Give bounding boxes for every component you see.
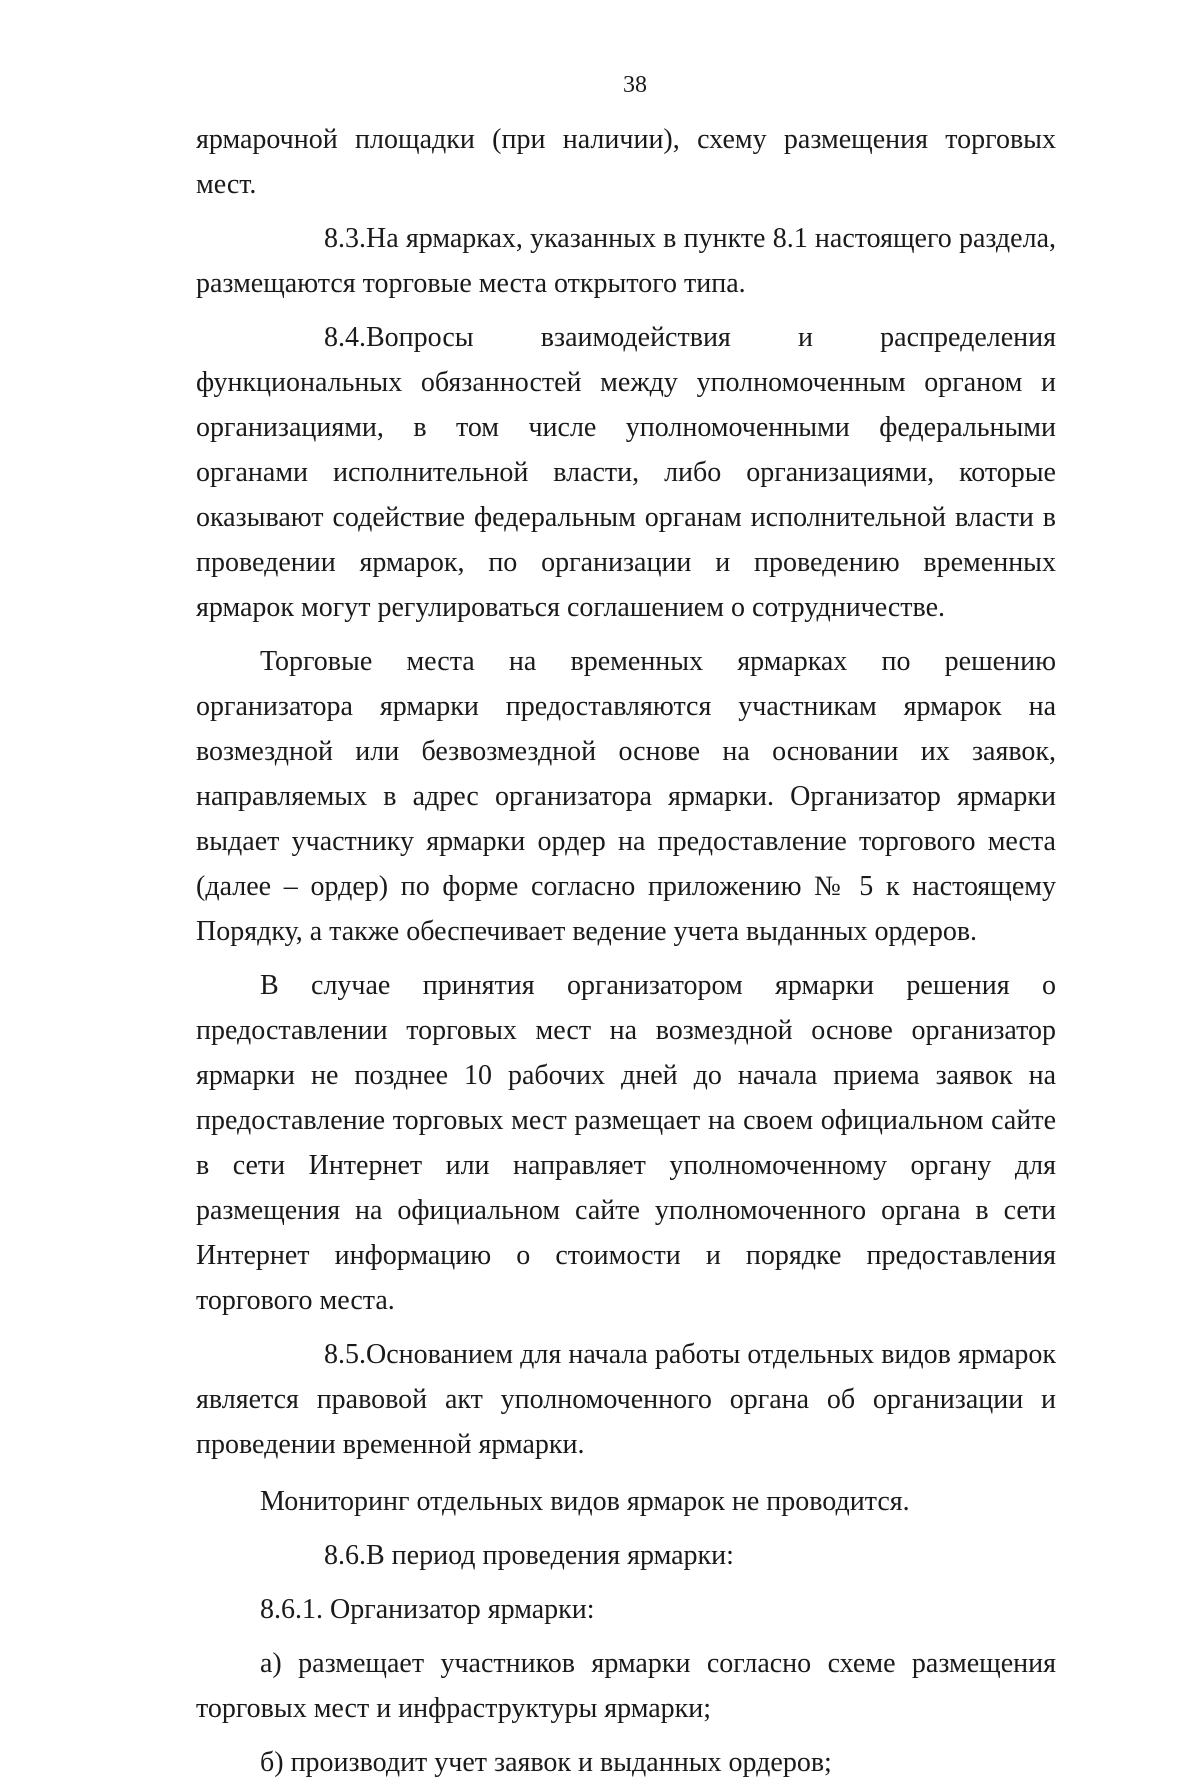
paragraph-monitoring: Мониторинг отдельных видов ярмарок не проводится. <box>260 1486 910 1517</box>
list-item-a: а) размещает участников ярмарки согласно схеме размещения торговых мест и инфраструктуры ярмарки; <box>196 1648 1056 1724</box>
paragraph-8-6: 8.6.В период проведения ярмарки: <box>196 1533 1056 1578</box>
page-number: 38 <box>623 72 647 98</box>
paragraph-number: 8.3. <box>324 223 366 254</box>
paragraph-continuation: ярмарочной площадки (при наличии), схему размещения торговых мест. <box>196 124 1056 200</box>
paragraph-paid-basis: В случае принятия организатором ярмарки решения о предоставлении торговых мест на возмездной основе организатор ярмарки не позднее 10 рабочих дней до начала приема заявок на предоставление торговых мест размещает на своем официальном сайте в сети Интернет или направляет уполномоченному органу для размещения на официальном сайте уполномоченного органа в сети Интернет информацию о стоимости и порядке предоставления торгового места. <box>196 970 1056 1316</box>
paragraph-8-4: 8.4.Вопросы взаимодействия и распределения функциональных обязанностей между уполномоченным органом и организациями, в том числе уполномоченными федеральными органами исполнительной власти, либо организациями, которые оказывают содействие федеральным органам исполнительной власти в проведении ярмарок, по организации и проведению временных ярмарок могут регулироваться соглашением о сотрудничестве. <box>196 315 1056 630</box>
paragraph-8-3: 8.3.На ярмарках, указанных в пункте 8.1 настоящего раздела, размещаются торговые места открытого типа. <box>196 216 1056 306</box>
paragraph-trading-places: Торговые места на временных ярмарках по решению организатора ярмарки предоставляются участникам ярмарок на возмездной или безвозмездной основе на основании их заявок, направляемых в адрес организатора ярмарки. Организатор ярмарки выдает участнику ярмарки ордер на предоставление торгового места (далее – ордер) по форме согласно приложению № 5 к настоящему Порядку, а также обеспечивает ведение учета выданных ордеров. <box>196 646 1056 947</box>
paragraph-8-5: 8.5.Основанием для начала работы отдельных видов ярмарок является правовой акт уполномоченного органа об организации и проведении временной ярмарки. <box>196 1332 1056 1467</box>
paragraph-number: 8.5. <box>324 1339 366 1370</box>
document-body <box>196 117 1056 1785</box>
paragraph-8-6-1: 8.6.1. Организатор ярмарки: <box>260 1594 595 1625</box>
paragraph-number: 8.6. <box>324 1540 366 1571</box>
list-item-b: б) производит учет заявок и выданных ордеров; <box>260 1747 832 1778</box>
paragraph-number: 8.4. <box>324 322 366 353</box>
